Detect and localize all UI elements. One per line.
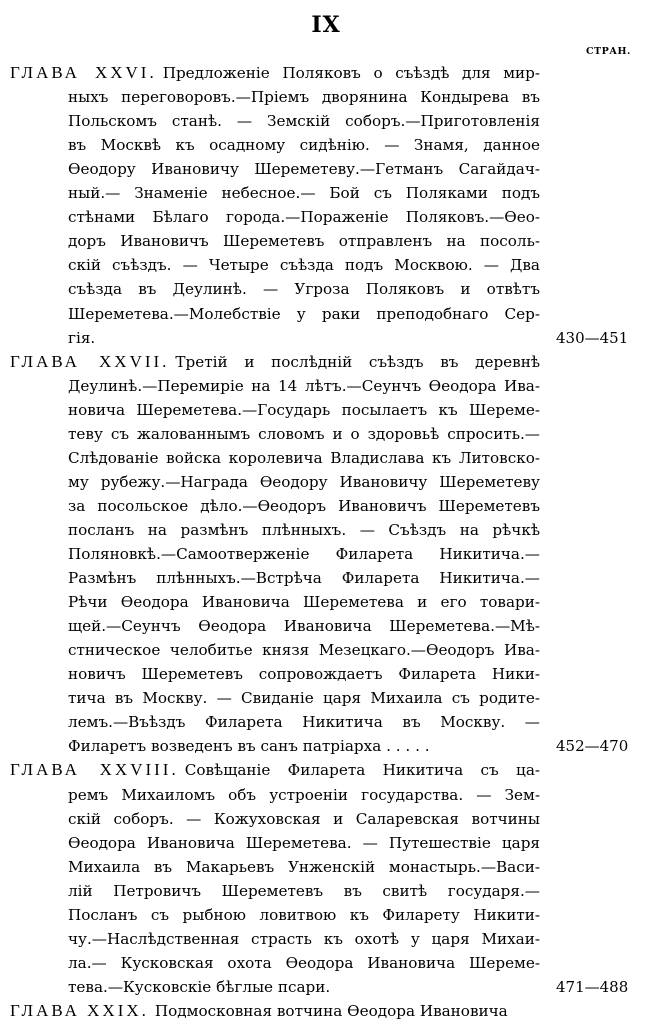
chapter-text-line: новичъ Шереметевъ сопровождаетъ Филарета Ники- bbox=[68, 665, 540, 684]
chapter-first-line bbox=[10, 62, 540, 84]
chapter-text-line: тича въ Москву. — Свиданіе царя Михаила съ родите- bbox=[68, 689, 540, 708]
chapter-text: Третій и послѣдній съѣздъ въ деревнѣ bbox=[175, 352, 540, 371]
page-range: 471—488 bbox=[556, 977, 629, 996]
chapter-text-line: съѣзда въ Деулинѣ. — Угроза Поляковъ и отвѣтъ bbox=[68, 280, 540, 299]
page-number: IX bbox=[311, 12, 341, 38]
chapter-text-line: Поляновкѣ.—Самоотверженіе Филарета Никитича.— bbox=[68, 545, 540, 563]
chapter-text-line: новича Шереметева.—Государь посылаетъ къ Шереме- bbox=[68, 400, 540, 419]
chapter-text-line: Слѣдованіе войска королевича Владислава къ Литовско- bbox=[68, 448, 540, 467]
chapter-text-line: доръ Ивановичъ Шереметевъ отправленъ на посоль- bbox=[68, 232, 540, 251]
chapter-text-line: му рубежу.—Награда Ѳеодору Ивановичу Шереметеву bbox=[68, 472, 540, 491]
chapter-text-line: посланъ на размѣнъ плѣнныхъ. — Съѣздъ на рѣчкѣ bbox=[68, 520, 540, 539]
chapter-text-line: Филаретъ возведенъ въ санъ патріарха . . . . . bbox=[68, 737, 430, 756]
chapter-heading: ГЛАВА XXIX. bbox=[10, 1000, 149, 1020]
chapter-text-line: лемъ.—Въѣздъ Филарета Никитича въ Москву. — bbox=[68, 713, 540, 732]
pages-column-header: СТРАН. bbox=[586, 46, 631, 57]
chapter-text-line: Деулинѣ.—Перемиріе на 14 лѣтъ.—Сеунчъ Ѳеодора Ива- bbox=[68, 376, 540, 395]
chapter-text-line: Шереметева.—Молебствіе у раки преподобнаго Сер- bbox=[68, 304, 540, 323]
page-range: 452—470 bbox=[556, 737, 629, 756]
chapter-text: Совѣщаніе Филарета Никитича съ ца- bbox=[184, 761, 541, 780]
chapter-text-line: чу.—Наслѣдственная страсть къ охотѣ у царя Михаи- bbox=[68, 929, 540, 948]
chapter-text-line: Польскомъ станѣ. — Земскій соборъ.—Приготовленія bbox=[68, 112, 540, 131]
chapter-text-line: Ѳеодору Ивановичу Шереметеву.—Гетманъ Сагайдач- bbox=[68, 160, 540, 179]
chapter-text-line: ныхъ переговоровъ.—Пріемъ дворянина Кондырева въ bbox=[68, 88, 540, 107]
chapter-text-line: лій Петровичъ Шереметевъ въ свитѣ государя.— bbox=[68, 881, 540, 900]
chapter-text-line: въ Москвѣ къ осадному сидѣнію. — Знамя, данное bbox=[68, 136, 540, 155]
page-range: 430—451 bbox=[556, 328, 629, 347]
chapter-first-line bbox=[10, 759, 540, 781]
chapter-text-line: за посольское дѣло.—Ѳеодоръ Ивановичъ Шереметевъ bbox=[68, 496, 540, 515]
chapter-text-line: Рѣчи Ѳеодора Ивановича Шереметева и его товари- bbox=[68, 593, 540, 612]
chapter-text-line: скій съѣздъ. — Четыре съѣзда подъ Москвою. — Два bbox=[68, 256, 540, 275]
chapter-text-line: скій соборъ. — Кожуховская и Саларевская вотчины bbox=[68, 809, 540, 828]
chapter-text-line: Размѣнъ плѣнныхъ.—Встрѣча Филарета Никитича.— bbox=[68, 569, 540, 588]
chapter-text-line: Посланъ съ рыбною ловитвою къ Филарету Никити- bbox=[68, 905, 540, 924]
chapter-text-line: гія. bbox=[68, 328, 96, 347]
chapter-heading: ГЛАВА XXVI. bbox=[10, 63, 157, 82]
chapter-text: Предложеніе Поляковъ о съѣздѣ для мир- bbox=[162, 64, 540, 82]
chapter-first-line bbox=[10, 351, 540, 373]
chapter-heading: ГЛАВА XXVII. bbox=[10, 351, 170, 371]
chapter-first-line bbox=[10, 1000, 540, 1022]
chapter-text-line: теву съ жалованнымъ словомъ и о здоровьѣ спросить.— bbox=[68, 424, 540, 443]
chapter-text-line: Ѳеодора Ивановича Шереметева. — Путешествіе царя bbox=[68, 833, 540, 852]
chapter-text-line: щей.—Сеунчъ Ѳеодора Ивановича Шереметева.—Мѣ- bbox=[68, 617, 540, 636]
chapter-text-line: Михаила въ Макарьевъ Унженскій монастырь.—Васи- bbox=[68, 857, 540, 876]
chapter-text-line: ремъ Михаиломъ объ устроеніи государства. — Зем- bbox=[68, 785, 540, 804]
chapter-text-line: стническое челобитье князя Мезецкаго.—Ѳеодоръ Ива- bbox=[68, 641, 540, 660]
chapter-heading: ГЛАВА XXVIII. bbox=[10, 760, 179, 780]
chapter-text-line: стѣнами Бѣлаго города.—Пораженіе Поляковъ.—Ѳео- bbox=[68, 208, 540, 227]
chapter-text: Подмосковная вотчина Ѳеодора Ивановича bbox=[154, 1001, 508, 1020]
chapter-text-line: тева.—Кусковскіе бѣглые псари. bbox=[68, 977, 331, 996]
chapter-text-line: ный.— Знаменіе небесное.— Бой съ Поляками подъ bbox=[68, 184, 540, 203]
chapter-text-line: ла.— Кусковская охота Ѳеодора Ивановича Шереме- bbox=[68, 953, 540, 972]
